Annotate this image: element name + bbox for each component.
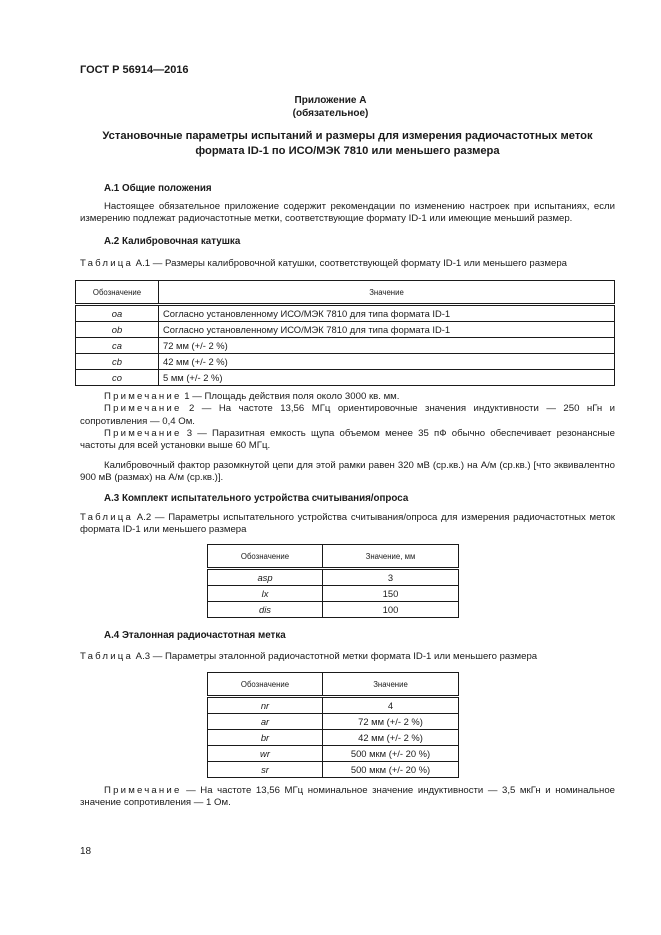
cell-designation: br [208,730,323,746]
column-header-designation: Обозначение [76,281,159,305]
section-a1-heading: А.1 Общие положения [104,183,212,194]
annex-title [80,129,615,158]
table-a1 [75,280,615,386]
section-a4-heading: А.4 Эталонная радиочастотная метка [104,630,286,641]
table-row [208,714,459,730]
table-a2 [207,544,459,618]
cell-designation: asp [208,569,323,586]
table-row [76,370,615,386]
cell-value: Согласно установленному ИСО/МЭК 7810 для типа формата ID-1 [159,305,615,322]
page-number: 18 [80,846,92,857]
note-label: Примечание [104,427,182,439]
section-a2-heading: А.2 Калибровочная катушка [104,236,241,247]
table-row [76,354,615,370]
cell-value: 100 [323,602,459,618]
column-header-designation: Обозначение [208,673,323,697]
annex-label: Приложение А [294,95,367,106]
annex-status: (обязательное) [292,108,369,119]
column-header-value: Значение, мм [323,545,459,569]
table-a3-note [80,785,615,810]
cell-designation: dis [208,602,323,618]
cell-value: 4 [323,697,459,714]
note-text: 3 — Паразитная емкость щупа объемом менее 35 пФ обычно обеспечивает резонансные частоты для всей установки выше 60 МГц. [80,427,615,452]
cell-value: 42 мм (+/- 2 %) [159,354,615,370]
cell-value: 42 мм (+/- 2 %) [323,730,459,746]
calibration-text: Калибровочный фактор разомкнутой цепи для этой рамки равен 320 мВ (ср.кв.) на А/м (ср.кв.) [что эквивалентно 900 мВ (размах) на А/м (ср.кв.)]. [80,460,615,484]
table-row [208,697,459,714]
note-2 [80,403,615,428]
cell-value: 500 мкм (+/- 20 %) [323,762,459,778]
table-row [76,338,615,354]
annex-heading [0,94,661,120]
cell-designation: oa [76,305,159,322]
table-row [208,746,459,762]
standard-id: ГОСТ Р 56914—2016 [80,64,189,76]
note-3 [80,428,615,453]
table-row [208,730,459,746]
annex-title-line2: формата ID-1 по ИСО/МЭК 7810 или меньшего размера [195,144,500,157]
note-text: 1 — Площадь действия поля около 3000 кв. мм. [181,391,400,402]
cell-designation: wr [208,746,323,762]
table-row [208,762,459,778]
note-text: 2 — На частоте 13,56 МГц ориентировочные значения индуктивности — 250 нГн и сопротивления — 0,4 Ом. [80,403,615,427]
cell-designation: ob [76,322,159,338]
table-caption-text: А.2 — Параметры испытательного устройства считывания/опроса для измерения радиочастотных меток формата ID-1 или меньшего размера [80,512,615,536]
cell-designation: ar [208,714,323,730]
table-label: Таблица [80,512,134,523]
cell-value: 3 [323,569,459,586]
table-row [76,322,615,338]
cell-value: 72 мм (+/- 2 %) [159,338,615,354]
cell-designation: cb [76,354,159,370]
cell-value: 500 мкм (+/- 20 %) [323,746,459,762]
table-label: Таблица [80,258,134,269]
column-header-value: Значение [159,281,615,305]
column-header-value: Значение [323,673,459,697]
cell-value: 5 мм (+/- 2 %) [159,370,615,386]
cell-designation: co [76,370,159,386]
section-a3-heading: А.3 Комплект испытательного устройства считывания/опроса [104,493,409,504]
cell-designation: ca [76,338,159,354]
table-row [208,586,459,602]
column-header-designation: Обозначение [208,545,323,569]
table-row [208,602,459,618]
section-a1-body: Настоящее обязательное приложение содержит рекомендации по изменению настроек при испытаниях, если измерению подлежат радиочастотные метки, соответствующие формату ID-1 или имеющие меньший размер. [80,201,615,225]
table-caption-text: А.1 — Размеры калибровочной катушки, соответствующей формату ID-1 или меньшего размера [133,258,567,269]
cell-designation: lx [208,586,323,602]
note-label: Примечание [104,403,182,415]
table-a3-caption [80,651,615,663]
cell-designation: sr [208,762,323,778]
calibration-paragraph [80,460,615,485]
cell-designation: nr [208,697,323,714]
note-text: — На частоте 13,56 МГц номинальное значение индуктивности — 3,5 мкГн и номинальное значение сопротивления — 1 Ом. [80,785,615,809]
cell-value: 72 мм (+/- 2 %) [323,714,459,730]
table-label: Таблица [80,651,134,662]
table-row [208,569,459,586]
cell-value: Согласно установленному ИСО/МЭК 7810 для типа формата ID-1 [159,322,615,338]
table-a1-caption [80,258,615,270]
table-a3 [207,672,459,778]
annex-title-line1: Установочные параметры испытаний и размеры для измерения радиочастотных меток [102,130,593,142]
table-a1-notes [80,391,615,452]
table-caption-text: А.3 — Параметры эталонной радиочастотной метки формата ID-1 или меньшего размера [133,651,538,662]
section-a1-text [80,201,615,226]
note-label: Примечание [104,391,182,402]
note-label: Примечание [104,785,182,796]
note-1 [80,391,615,403]
table-a2-caption [80,512,615,537]
cell-value: 150 [323,586,459,602]
table-row [76,305,615,322]
